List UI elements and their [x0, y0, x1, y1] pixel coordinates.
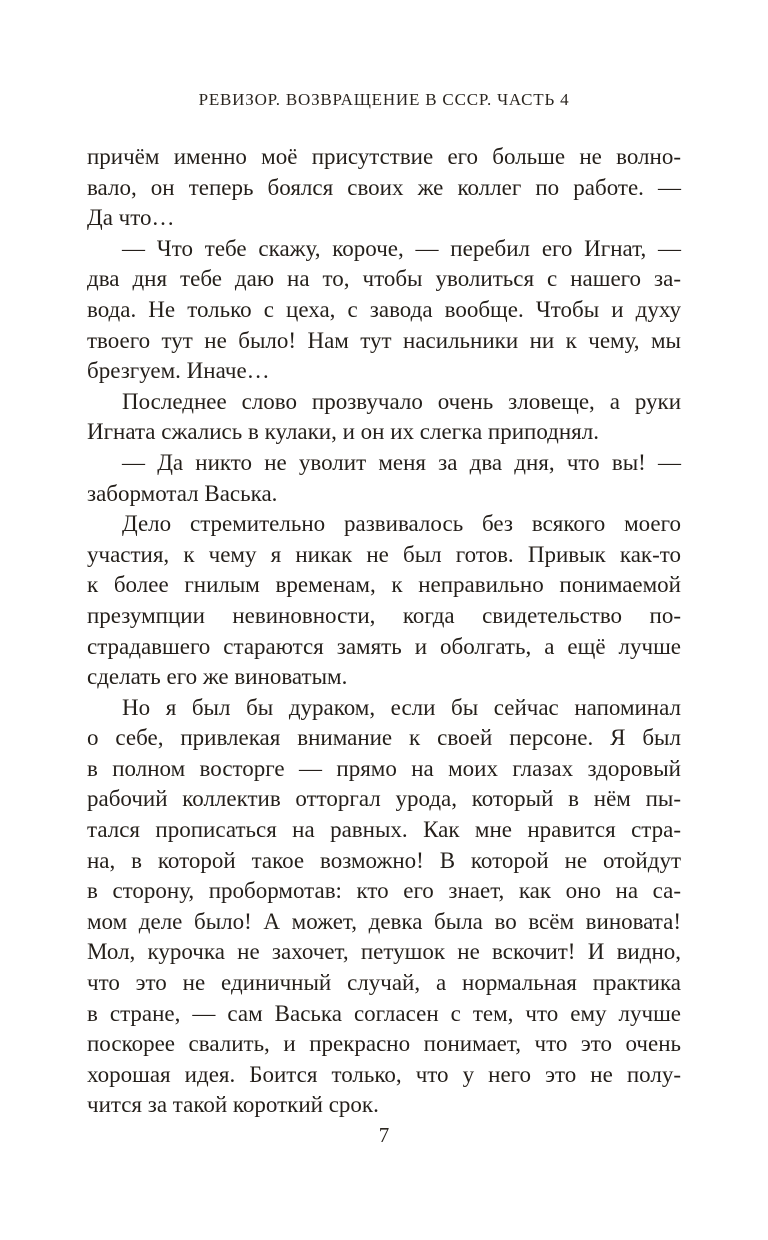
text-line: брезгуем. Иначе… — [87, 358, 270, 384]
page-number: 7 — [378, 1123, 390, 1147]
text-line: презумпции невиновности, когда свидетельство по- — [87, 602, 681, 628]
text-line: Дело стремительно развивалось без всякого моего — [122, 511, 681, 537]
text-line: страдавшего стараются замять и оболгать, а ещё лучше — [87, 633, 681, 659]
text-line: два дня тебе даю на то, чтобы уволиться с нашего за- — [87, 266, 681, 292]
paragraph — [87, 509, 681, 693]
text-line: мом деле было! А может, девка была во всём виновата! — [87, 908, 681, 934]
text-line: в стране, — сам Васька согласен с тем, что ему лучше — [87, 1000, 681, 1026]
paragraph — [87, 234, 681, 387]
text-line: твоего тут не было! Нам тут насильники ни к чему, мы — [87, 327, 681, 353]
text-line: — Что тебе скажу, короче, — перебил его Игнат, — — [122, 235, 681, 261]
text-line: забормотал Васька. — [87, 480, 278, 506]
paragraph — [87, 142, 681, 234]
page-text — [87, 142, 681, 1121]
text-line: вода. Не только с цеха, с завода вообще. Чтобы и духу — [87, 296, 681, 322]
text-line: сделать его же виноватым. — [87, 664, 348, 690]
text-line: поскорее свалить, и прекрасно понимает, что это очень — [87, 1031, 681, 1057]
text-line: — Да никто не уволит меня за два дня, что вы! — — [122, 449, 681, 475]
paragraph — [87, 693, 681, 1121]
paragraph — [87, 448, 681, 509]
paragraph — [87, 387, 681, 448]
text-line: Последнее слово прозвучало очень зловеще, а руки — [122, 388, 681, 414]
text-line: о себе, привлекая внимание к своей персоне. Я был — [87, 725, 681, 751]
text-line: хорошая идея. Боится только, что у него это не полу- — [87, 1061, 681, 1087]
text-line: рабочий коллектив отторгал урода, который в нём пы- — [87, 786, 681, 812]
text-line: причём именно моё присутствие его больше не волно- — [87, 144, 681, 169]
text-line: Мол, курочка не захочет, петушок не вскочит! И видно, — [87, 939, 681, 965]
text-line: чится за такой короткий срок. — [87, 1092, 379, 1118]
running-header: РЕВИЗОР. ВОЗВРАЩЕНИЕ В СССР. ЧАСТЬ 4 — [198, 90, 570, 109]
text-line: что это не единичный случай, а нормальная практика — [87, 970, 681, 996]
text-line: участия, к чему я никак не был готов. Привык как-то — [87, 541, 681, 567]
text-line: на, в которой такое возможно! В которой не отойдут — [87, 847, 681, 873]
text-line: Да что… — [87, 205, 175, 231]
text-line: к более гнилым временам, к неправильно понимаемой — [87, 572, 681, 598]
text-line: в полном восторге — прямо на моих глазах здоровый — [87, 755, 681, 781]
text-line: вало, он теперь боялся своих же коллег по работе. — — [87, 174, 681, 200]
text-line: Игната сжались в кулаки, и он их слегка приподнял. — [87, 419, 599, 445]
text-line: Но я был бы дураком, если бы сейчас напоминал — [122, 694, 681, 720]
text-line: тался прописаться на равных. Как мне нравится стра- — [87, 817, 681, 843]
text-line: в сторону, пробормотав: кто его знает, как оно на са- — [87, 878, 681, 904]
